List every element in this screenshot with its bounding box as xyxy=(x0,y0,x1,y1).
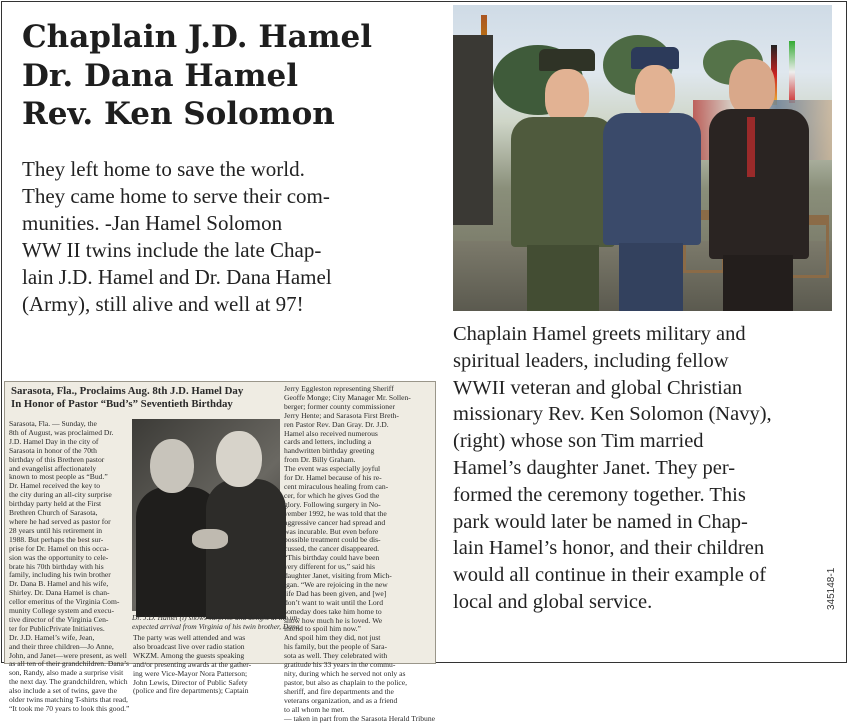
intro-line: munities. -Jan Hamel Solomon xyxy=(22,211,283,235)
clipping-text-line: nity, during which he served not only as xyxy=(284,669,406,678)
photo-caption xyxy=(453,321,833,616)
clipping-text-line: 28 years until his retirement in xyxy=(9,525,103,535)
clipping-text-line: The event was especially joyful xyxy=(284,464,381,474)
clipping-text-line: cards and letters, including a xyxy=(284,437,372,447)
clipping-text-line: aggressive cancer had spread and xyxy=(284,517,386,527)
clipping-photo-caption xyxy=(132,613,302,632)
headline xyxy=(22,18,442,134)
clipping-photo xyxy=(132,419,280,611)
intro-line: They left home to save the world. xyxy=(22,157,305,181)
clipping-text-line: family, including his twin brother xyxy=(9,570,111,580)
clipping-text-line: show how much he is loved. We xyxy=(284,615,383,625)
clipping-text-line: Shirley. Dr. Dana Hamel is chan- xyxy=(9,588,110,598)
clipping-text-line: 8th of August, was proclaimed Dr. xyxy=(9,427,114,437)
clipping-text-line: “It took me 70 years to look this good.” xyxy=(9,704,130,713)
rev-solomon xyxy=(703,55,813,311)
clipping-column-2 xyxy=(133,634,281,696)
clipping-text-line: also include a set of twins, gave the xyxy=(9,686,117,696)
clipping-text-line: and their three children—Jo Anne, xyxy=(9,641,114,651)
caption-line: Chaplain Hamel greets military and xyxy=(453,323,746,345)
clipping-caption-line: Dr. J.D. Hamel (l) shows surprise and delight at the un- xyxy=(132,613,300,622)
clipping-text-line: cussed, the cancer disappeared. xyxy=(284,544,380,554)
clipping-text-line: cellor emeritus of the Virginia Com- xyxy=(9,597,120,607)
clipping-text-line: don’t want to wait until the Lord xyxy=(284,597,383,607)
ceremony-photo xyxy=(453,5,832,311)
caption-line: would all continue in their example of xyxy=(453,564,767,587)
clipping-text-line: birthday party held at the First xyxy=(9,499,102,509)
clipping-text-line: his family, but the people of Sara- xyxy=(284,642,388,652)
caption-line: spiritual leaders, including fellow xyxy=(453,349,729,372)
intro-text xyxy=(22,156,392,318)
army-officer xyxy=(503,45,613,311)
clipping-text-line: intend to spoil him now.” xyxy=(284,624,361,634)
clipping-text-line: And spoil him they did, not just xyxy=(284,633,381,643)
caption-line: missionary Rev. Ken Solomon (Navy), xyxy=(453,403,772,426)
caption-line: lain Hamel’s honor, and their children xyxy=(453,537,765,560)
clipping-text-line: munity College system and execu- xyxy=(9,606,115,616)
clipping-text-line: John, and Janet—were present, as well xyxy=(9,650,127,660)
clipping-text-line: J.D. Hamel Day in the city of xyxy=(9,436,99,446)
caption-line: local and global service. xyxy=(453,590,653,613)
clipping-text-line: as all ten of their grandchildren. Dana’s xyxy=(9,659,129,669)
newspaper-clipping xyxy=(4,381,436,723)
clipping-text-line: tive director of the Virginia Cen- xyxy=(9,614,109,624)
clipping-text-line: ren Pastor Rev. Dan Gray. Dr. J.D. xyxy=(284,419,389,429)
clipping-text-line: glory. Following surgery in No- xyxy=(284,499,381,509)
clipping-text-line: and/or presenting awards at the gather- xyxy=(133,659,252,669)
clipping-text-line: veterans organization, and as a friend xyxy=(284,695,398,705)
clipping-text-line: Dr. Dana B. Hamel and his wife, xyxy=(9,579,109,589)
caption-line: Hamel’s daughter Janet. They per- xyxy=(453,456,736,479)
ad-code: 345148-1 xyxy=(826,567,837,610)
clipping-text-line: WKZM. Among the guests speaking xyxy=(133,650,245,660)
clipping-text-line: the next day. The grandchildren, which xyxy=(9,677,128,687)
intro-line: lain J.D. Hamel and Dr. Dana Hamel xyxy=(22,265,332,289)
clipping-text-line: also broadcast live over radio station xyxy=(133,641,245,651)
clipping-text-line: prise for Dr. Hamel on this occa- xyxy=(9,543,109,553)
clipping-text-line: Geoffe Monge; City Manager Mr. Sollen- xyxy=(284,392,411,402)
clipping-text-line: someday does take him home to xyxy=(284,606,382,616)
clipping-text-line: ing were Vice-Mayor Nora Patterson; xyxy=(133,668,248,678)
caption-line: (right) whose son Tim married xyxy=(453,430,704,453)
clipping-text-line: Sarasota, Fla. — Sunday, the xyxy=(9,419,97,428)
clipping-text-line: to all whom he met. xyxy=(284,704,345,714)
clipping-caption-line: expected arrival from Virginia of his twin brother, Dana. xyxy=(132,621,302,631)
clipping-column-3 xyxy=(284,385,434,723)
clipping-text-line: daughter Janet, visiting from Mich- xyxy=(284,571,392,581)
clipping-text-line: The party was well attended and was xyxy=(133,633,246,642)
clipping-text-line: the city during an all-city surprise xyxy=(9,490,112,500)
clipping-headline-line: Sarasota, Fla., Proclaims Aug. 8th J.D. Hamel Day xyxy=(11,385,244,397)
clipping-text-line: John Lewis, Director of Public Safety xyxy=(133,677,248,687)
clipping-text-line: igan. “We are rejoicing in the new xyxy=(284,579,388,589)
clipping-text-line: handwritten birthday greeting xyxy=(284,446,375,456)
clipping-headline xyxy=(11,385,279,411)
clipping-text-line: from Dr. Billy Graham. xyxy=(284,455,356,465)
clipping-headline-line: In Honor of Pastor “Bud’s” Seventieth Birthday xyxy=(11,398,233,410)
caption-line: park would later be named in Chap- xyxy=(453,510,748,533)
clipping-text-line: ter for PublicPrivate Initiatives. xyxy=(9,623,105,633)
clipping-text-line: life Dad has been given, and [we] xyxy=(284,588,387,598)
clipping-column-1 xyxy=(9,420,131,714)
headline-line-3: Rev. Ken Solomon xyxy=(22,96,335,132)
clipping-text-line: Jerry Eggleston representing Sheriff xyxy=(284,384,394,393)
clipping-text-line: Hamel also received numerous xyxy=(284,428,378,438)
clipping-text-line: berger; former county commissioner xyxy=(284,401,395,411)
clipping-text-line: brate his 70th birthday with his xyxy=(9,561,104,571)
clipping-text-line: — taken in part from the Sarasota Herald Tribune xyxy=(284,713,435,723)
clipping-text-line: vember 1992, he was told that the xyxy=(284,508,387,518)
clipping-text-line: Dr. Hamel received the key to xyxy=(9,481,101,491)
caption-line: formed the ceremony together. This xyxy=(453,483,746,506)
clipping-text-line: Brethren Church of Sarasota, xyxy=(9,508,98,518)
clipping-text-line: was incurable. But even before xyxy=(284,526,379,536)
clipping-text-line: Sarasota in honor of the 70th xyxy=(9,445,97,455)
clipping-text-line: Dr. J.D. Hamel’s wife, Jean, xyxy=(9,632,95,642)
clipping-text-line: Jerry Hente; and Sarasota First Breth- xyxy=(284,410,399,420)
intro-line: (Army), still alive and well at 97! xyxy=(22,292,304,316)
clipping-text-line: and evangelist affectionately xyxy=(9,463,97,473)
airforce-officer xyxy=(601,43,701,311)
intro-line: WW II twins include the late Chap- xyxy=(22,238,322,262)
clipping-text-line: very different for us,” said his xyxy=(284,562,375,572)
clipping-text-line: pastor, but also as chaplain to the police, xyxy=(284,677,408,687)
clipping-text-line: 1988. But perhaps the best sur- xyxy=(9,534,104,544)
clipping-text-line: sion was the opportunity to cele- xyxy=(9,552,109,562)
clipping-text-line: cent miraculous healing from can- xyxy=(284,481,389,491)
clipping-text-line: birthday of this Brethren pastor xyxy=(9,454,105,464)
clipping-text-line: sota as well. They celebrated with xyxy=(284,651,388,661)
clipping-text-line: cer, for which he gives God the xyxy=(284,490,380,500)
clipping-text-line: gratitude his 33 years in the commu- xyxy=(284,660,396,670)
clipping-text-line: (police and fire departments); Captain xyxy=(133,686,249,696)
clipping-text-line: older twins matching T-shirts that read, xyxy=(9,695,128,705)
clipping-text-line: possible treatment could be dis- xyxy=(284,535,381,545)
clipping-text-line: son, Randy, also made a surprise visit xyxy=(9,668,124,678)
clipping-text-line: where he had served as pastor for xyxy=(9,516,111,526)
clipping-text-line: “This birthday could have been xyxy=(284,553,380,563)
clipping-text-line: known to most people as “Bud.” xyxy=(9,472,108,482)
caption-line: WWII veteran and global Christian xyxy=(453,376,743,399)
headline-line-1: Chaplain J.D. Hamel xyxy=(22,19,373,55)
clipping-text-line: for Dr. Hamel because of his re- xyxy=(284,473,382,483)
headline-line-2: Dr. Dana Hamel xyxy=(22,57,299,94)
clipping-text-line: sheriff, and fire departments and the xyxy=(284,686,394,696)
intro-line: They came home to serve their com- xyxy=(22,184,330,208)
